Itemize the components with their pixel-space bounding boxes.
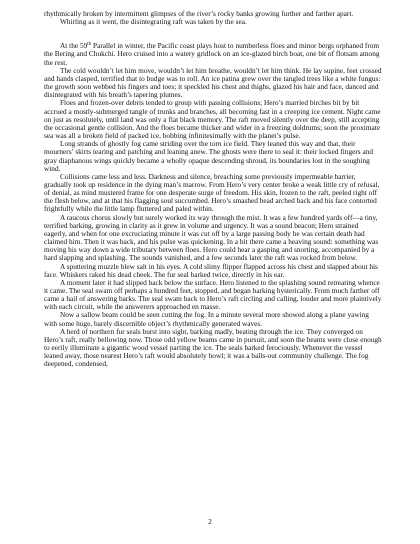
paragraph: A moment later it had slipped back below the surface. Hero listened to the splashing sound retreating whence it came. The seal swam off perhaps a hundred feet, stopped, and began barking hysterically. From much farther off came a hail of answering barks. The seal swam back to Hero’s raft circling and calling, louder and more plaintively with each circuit, while the answerers approached en masse. (44, 277, 382, 312)
paragraph: A herd of northern fur seals burst into sight, barking madly, beating through the ice. They converged on Hero’s raft, really bellowing now. Those odd yellow beams came in pursuit, and soon the beams were close enough to eerily illuminate a gigantic wood vessel parting the ice. The seals barked ferociously. Whenever the vessel leaned away, those nearest Hero’s raft would absolutely howl; it was a balls-out community challenge. The fog deepened, condensed, (44, 326, 382, 369)
paragraph-59th-parallel (44, 42, 382, 66)
paragraph: Now a sallow beam could be seen cutting the fog. In a minute several more showed along a plane yawing with some huge, barely discernible object’s rhythmically generated waves. (44, 310, 369, 328)
paragraph: The cold wouldn’t let him move, wouldn’t let him breathe, wouldn’t let him think. He lay supine, feet crossed and hands clasped, terrified that to budge was to roll. An ice patina grew over the tangled trees like a white fungus: the growth soon webbed his fingers and toes; it speckled his chest and thighs, glazed his hair and face, danced and disintegrated with his breath’s tapering plumes. (44, 65, 382, 100)
paragraph: Long strands of ghostly fog came striding over the torn ice field. They leaned this way and that, their mourners’ skirts tearing and patching and leaning anew. The ghosts were there to seal it: their locked fingers and gray diaphanous wings quickly became a wholly opaque descending shroud, its boundaries lost in the soughing wind. (44, 139, 374, 173)
paragraph: Floes and frozen-over debris tended to group with passing collisions; Hero’s married birches bit by bit accrued a mostly-submerged tangle of trunks and branches, all becoming fast in a creeping ice cement. Night came on just as resolutely, until land was only a flat black memory. The raft moved silently over the deep, still accepting the occasional gentle collision. And the floes became thicker and wider in a freezing doldrums; soon the proximate sea was all a broken field of packed ice, bobbing infinitesimally with the planet’s pulse. (44, 98, 381, 141)
paragraph-part: Parallel in winter, the Pacific coast plays host to numberless floes and minor bergs orphaned from the Bering and Chukchi. Hero cruised into a watery gridlock on an ice-glazed birch boat, one bit of flotsam among the rest. (44, 41, 380, 67)
body-text (44, 10, 382, 369)
paragraph: rhythmically broken by intermittent glimpses of the river’s rocky banks growing further and farther apart. (44, 9, 354, 18)
page-number: 2 (208, 517, 212, 526)
paragraph: A sputtering muzzle blew salt in his eyes. A cold slimy flipper flapped across his chest and slapped about his face. Whiskers raked his dead cheek. The fur seal barked twice, directly in his ear. (44, 261, 378, 279)
superscript: th (87, 42, 92, 48)
paragraph: A raucous chorus slowly but surely worked its way through the mist. It was a few hundred yards off—a tiny, terrified barking, growing in clarity as it grew in volume and urgency. It was a sound beacon; Hero strained eagerly, and when for one excruciating minute it was cut off by a large passing body he was certain death had claimed him. Then it was back, and his pulse was quickening. In a bit there came a heaving sound: something was moving his way down a wide tributary between floes. Hero could hear a gasping and snorting, accompanied by a hard slapping and splashing. The sounds vanished, and a few seconds later the raft was rocked from below. (44, 212, 379, 263)
paragraph-part: At the 59 (60, 41, 88, 51)
paragraph: Whirling as it went, the disintegrating raft was taken by the sea. (60, 17, 247, 27)
paragraph: Collisions came less and less. Darkness and silence, breaching some previously impermeable barrier, gradually took up residence in the dying man’s marrow. From Hero’s very center broke a weak little cry of refusal, of denial, as mind mustered frame for one desperate surge of freedom. His skin, frozen to the raft, peeled right off the flesh below, and at that his flagging soul succumbed. Hero’s smashed head arched back and his face contorted frightfully while the little lamp fluttered and paled within. (44, 171, 380, 214)
